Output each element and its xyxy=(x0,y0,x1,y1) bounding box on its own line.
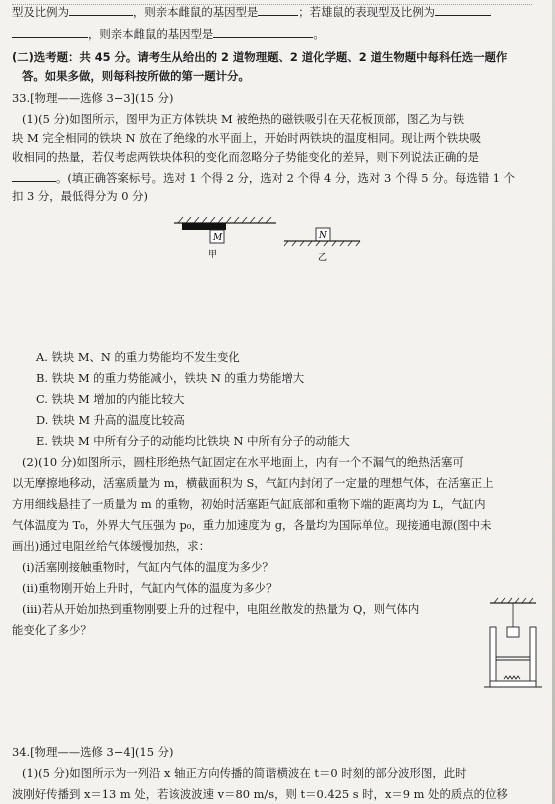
cylinder-figure-svg xyxy=(476,597,548,697)
top-line-0 xyxy=(12,4,491,19)
q33-p2-line-2: 以无摩擦地移动，活塞质量为 m，横截面积为 S，气缸内封闭了一定量的理想气体，在活塞正上 xyxy=(12,476,494,490)
answer-blank xyxy=(258,4,298,16)
q33-p2-line-3: 方用细线悬挂了一质量为 m 的重物，初始时活塞距气缸底部和重物下端的距离均为 L，气缸内 xyxy=(12,497,486,511)
q33-heading: 33.[物理——选修 3−3](15 分) xyxy=(12,91,174,105)
figure-label-N: N xyxy=(319,231,327,241)
q33-p1-line-1: (1)(5 分)如图所示，图甲为正方体铁块 M 被绝热的磁铁吸引在天花板顶部，图乙为与铁 xyxy=(22,112,465,126)
q33-sub-1: (ⅰ)活塞刚接触重物时，气缸内气体的温度为多少？ xyxy=(22,560,274,574)
q33-p2-line-5: 画出)通过电阻丝给气体缓慢加热，求： xyxy=(12,539,211,553)
q33-p1-line-2: 块 M 完全相同的铁块 N 放在了绝缘的水平面上，开始时两铁块的温度相同。现让两个铁块吸 xyxy=(12,131,481,145)
option-b: B. 铁块 M 的重力势能减小，铁块 N 的重力势能增大 xyxy=(36,371,305,385)
cylinder-figure xyxy=(476,597,548,697)
q33-p2-line-1: (2)(10 分)如图所示，圆柱形绝热气缸固定在水平地面上，内有一个不漏气的绝热活塞可 xyxy=(22,455,464,469)
option-e: E. 铁块 M 中所有分子的动能均比铁块 N 中所有分子的动能大 xyxy=(36,434,350,448)
option-d: D. 铁块 M 升高的温度比较高 xyxy=(36,413,185,427)
text-segment: ；若雄鼠的表现型及比例为 xyxy=(298,5,435,19)
text-segment: ，则亲本雌鼠的基因型是 xyxy=(88,27,214,41)
select-notice-line-1: (二)选考题：共 45 分。请考生从给出的 2 道物理题、2 道化学题、2 道生物题中每科任选一题作 xyxy=(12,50,508,64)
figure-caption-yi: 乙 xyxy=(318,253,328,263)
top-line-1 xyxy=(12,26,325,41)
answer-blank xyxy=(12,26,88,38)
figure-yi xyxy=(282,222,362,264)
answer-blank xyxy=(69,4,133,16)
answer-blank xyxy=(435,4,491,16)
figure-jia-svg xyxy=(170,215,280,263)
figure-jia xyxy=(170,215,280,263)
q34-p1-line-1: (1)(5 分)如图所示为一列沿 x 轴正方向传播的简谐横波在 t＝0 时刻的部分波形图，此时 xyxy=(22,766,467,780)
q33-sub-3-line-1: (ⅲ)若从开始加热到重物刚要上升的过程中，电阻丝散发的热量为 Q，则气体内 xyxy=(22,602,420,616)
text-segment: ，则亲本雌鼠的基因型是 xyxy=(132,5,259,19)
figure-caption-jia: 甲 xyxy=(208,250,218,260)
q33-sub-2: (ⅱ)重物刚开始上升时，气缸内气体的温度为多少？ xyxy=(22,581,278,595)
answer-blank xyxy=(12,170,56,182)
q33-p1-line-4 xyxy=(12,170,515,185)
q33-sub-3-line-2: 能变化了多少？ xyxy=(12,623,92,637)
q33-p2-line-4: 气体温度为 T₀，外界大气压强为 p₀，重力加速度为 g，各量均为国际单位。现接通电源(图中未 xyxy=(12,518,492,532)
select-notice-line-2: 答。如果多做，则每科按所做的第一题计分。 xyxy=(22,69,250,83)
text-segment: 型及比例为 xyxy=(12,5,69,19)
answer-blank xyxy=(213,26,313,38)
option-a: A. 铁块 M、N 的重力势能均不发生变化 xyxy=(36,350,240,364)
q34-heading: 34.[物理——选修 3−4](15 分) xyxy=(12,745,174,759)
figure-label-M: M xyxy=(213,233,223,243)
q34-p1-line-2: 波刚好传播到 x＝13 m 处，若该波波速 v＝80 m/s，则 t＝0.425 s 时，x＝9 m 处的质点的位移 xyxy=(12,787,508,801)
figure-yi-svg xyxy=(282,222,362,264)
text-segment: 。 xyxy=(313,27,325,41)
q33-p1-line-5: 扣 3 分，最低得分为 0 分) xyxy=(12,189,148,203)
text-segment: 。(填正确答案标号。选对 1 个得 2 分，选对 2 个得 4 分，选对 3 个得 5 分。每选错 1 个 xyxy=(56,171,515,185)
option-c: C. 铁块 M 增加的内能比较大 xyxy=(36,392,185,406)
q33-p1-line-3: 收相同的热量，若仅考虑两铁块体积的变化而忽略分子势能变化的差异，则下列说法正确的是 xyxy=(12,150,480,164)
